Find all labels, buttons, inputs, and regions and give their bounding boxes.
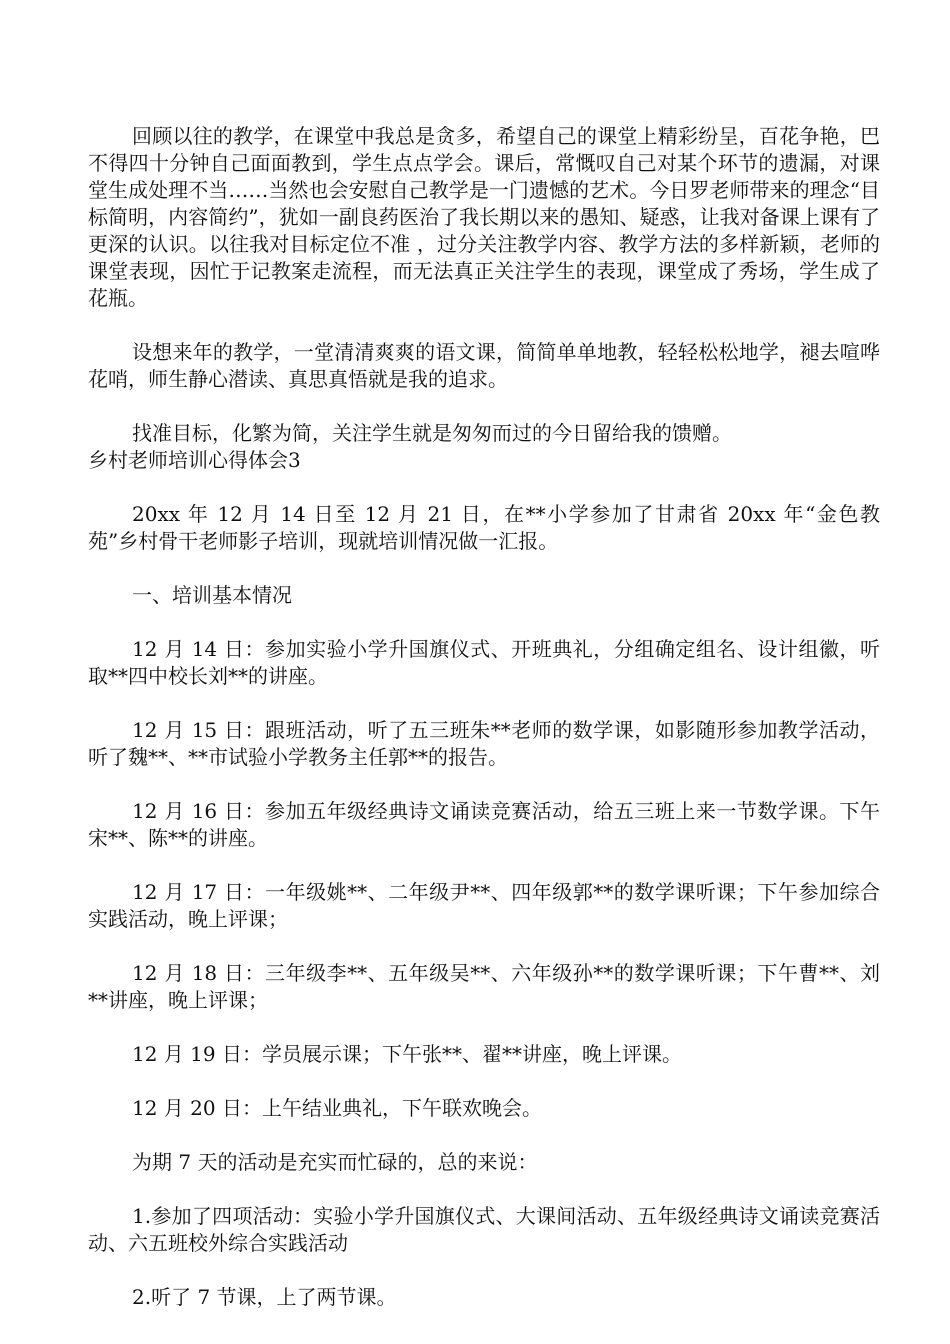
- schedule-item: 12 月 17 日：一年级姚**、二年级尹**、四年级郭**的数学课听课；下午参加综合实践活动，晚上评课；: [88, 880, 880, 931]
- subheading-basic-situation: 一、培训基本情况: [132, 583, 292, 607]
- schedule-item: 12 月 16 日：参加五年级经典诗文诵读竞赛活动，给五三班上来一节数学课。下午宋**、陈**的讲座。: [88, 799, 880, 850]
- section-heading: 乡村老师培训心得体会3: [88, 448, 301, 472]
- paragraph-reflection: 回顾以往的教学，在课堂中我总是贪多，希望自己的课堂上精彩纷呈，百花争艳，巴不得四十分钟自己面面教到，学生点点学会。课后，常慨叹自己对某个环节的遗漏，对课堂生成处理不当……当然也会安慰自己教学是一门遗憾的艺术。今日罗老师带来的理念“目标简明，内容简约”，犹如一副良药医治了我长期以来的愚知、疑惑，让我对备课上课有了更深的认识。以往我对目标定位不准 ，过分关注教学内容、教学方法的多样新颖，老师的课堂表现，因忙于记教案走流程，而无法真正关注学生的表现，课堂成了秀场，学生成了花瓶。: [88, 124, 880, 310]
- schedule-item: 12 月 18 日：三年级李**、五年级吴**、六年级孙**的数学课听课；下午曹**、刘**讲座，晚上评课；: [88, 961, 880, 1012]
- schedule-item: 12 月 19 日：学员展示课；下午张**、翟**讲座，晚上评课。: [132, 1042, 682, 1066]
- schedule-item: 12 月 14 日：参加实验小学升国旗仪式、开班典礼，分组确定组名、设计组徽，听取**四中校长刘**的讲座。: [88, 637, 880, 688]
- document-body: [88, 123, 880, 1311]
- paragraph-training-intro: 20xx 年 12 月 14 日至 12 月 21 日，在**小学参加了甘肃省 20xx 年“金色教苑”乡村骨干老师影子培训，现就培训情况做一汇报。: [88, 502, 880, 553]
- paragraph-future-plan: 设想来年的教学，一堂清清爽爽的语文课，简简单单地教，轻轻松松地学，褪去喧哗花哨，师生静心潜读、真思真悟就是我的追求。: [88, 340, 880, 391]
- paragraph-summary-intro: 为期 7 天的活动是充实而忙碌的，总的来说：: [132, 1150, 538, 1174]
- paragraph-conclusion: 找准目标，化繁为简，关注学生就是匆匆而过的今日留给我的馈赠。: [132, 421, 732, 445]
- summary-item: 1.参加了四项活动：实验小学升国旗仪式、大课间活动、五年级经典诗文诵读竞赛活动、六五班校外综合实践活动: [88, 1204, 880, 1255]
- summary-item: 2.听了 7 节课，上了两节课。: [132, 1285, 397, 1309]
- schedule-item: 12 月 15 日：跟班活动，听了五三班朱**老师的数学课，如影随形参加教学活动，听了魏**、**市试验小学教务主任郭**的报告。: [88, 718, 880, 769]
- schedule-item: 12 月 20 日：上午结业典礼，下午联欢晚会。: [132, 1096, 542, 1120]
